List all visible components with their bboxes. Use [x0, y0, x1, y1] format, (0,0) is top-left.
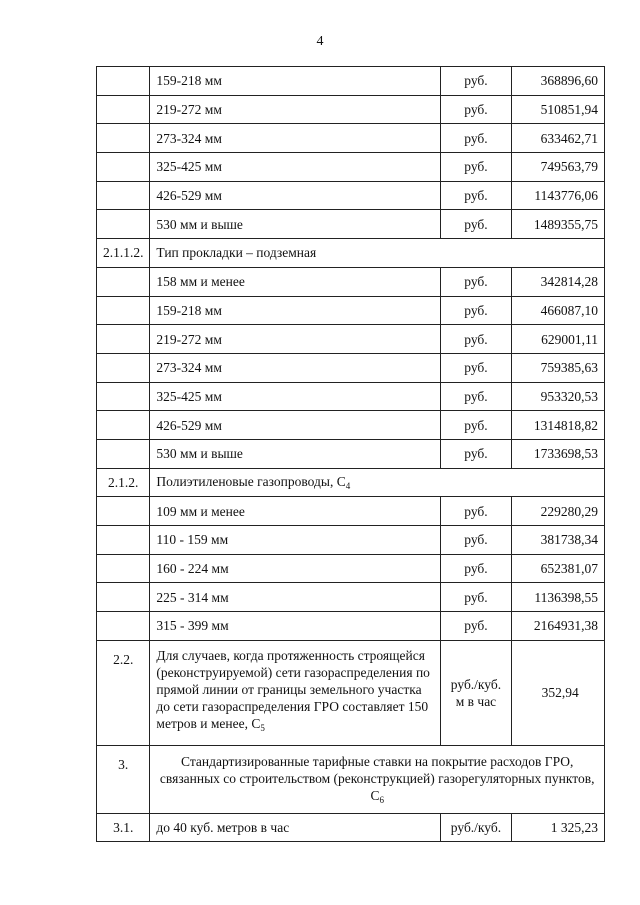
row-value: 368896,60 [512, 67, 605, 96]
row-value: 1489355,75 [512, 210, 605, 239]
row-number [97, 353, 150, 382]
row-number [97, 181, 150, 210]
row-unit: руб. [440, 210, 512, 239]
section-number: 2.1.2. [97, 468, 150, 497]
row-value: 510851,94 [512, 95, 605, 124]
table-row [97, 124, 605, 153]
row-name: 219-272 мм [150, 325, 440, 354]
table-row [97, 296, 605, 325]
row-unit: руб. [440, 353, 512, 382]
row-number [97, 153, 150, 182]
row-number [97, 124, 150, 153]
row-value: 1733698,53 [512, 439, 605, 468]
row-number [97, 95, 150, 124]
table-row [97, 181, 605, 210]
row-name: 530 мм и выше [150, 439, 440, 468]
row-unit: руб. [440, 497, 512, 526]
section-title-text: Стандартизированные тарифные ставки на покрытие расходов ГРО, связанных со строительством (реконструкцией) газорегуляторных пунктов, С [159, 753, 595, 803]
row-name: 159-218 мм [150, 296, 440, 325]
row-value: 2164931,38 [512, 612, 605, 641]
row-unit: руб. [440, 325, 512, 354]
section-title: Тип прокладки – подземная [150, 239, 605, 268]
section-title-text: Полиэтиленовые газопроводы, С [156, 473, 346, 489]
row-value: 1 325,23 [512, 813, 605, 842]
row-number [97, 67, 150, 96]
row-unit: руб. [440, 439, 512, 468]
table-row [97, 554, 605, 583]
tariff-table [96, 66, 605, 842]
row-number [97, 267, 150, 296]
row-value: 352,94 [512, 640, 605, 745]
table-row [97, 612, 605, 641]
table-row [97, 267, 605, 296]
table-row [97, 583, 605, 612]
row-number [97, 497, 150, 526]
row-unit: руб. [440, 411, 512, 440]
row-unit: руб. [440, 181, 512, 210]
row-value: 633462,71 [512, 124, 605, 153]
table-row [97, 497, 605, 526]
table-row [97, 95, 605, 124]
section-row [97, 468, 605, 497]
row-value: 1143776,06 [512, 181, 605, 210]
row-value: 629001,11 [512, 325, 605, 354]
row-value: 652381,07 [512, 554, 605, 583]
row-number [97, 439, 150, 468]
row-unit: руб./куб. [440, 813, 512, 842]
row-unit: руб. [440, 583, 512, 612]
row-name [150, 640, 440, 745]
row-number [97, 583, 150, 612]
row-value: 342814,28 [512, 267, 605, 296]
row-unit: руб. [440, 95, 512, 124]
row-name: 325-425 мм [150, 153, 440, 182]
row-value: 749563,79 [512, 153, 605, 182]
section-row [97, 745, 605, 813]
row-unit: руб. [440, 526, 512, 555]
table-row [97, 411, 605, 440]
table-row [97, 325, 605, 354]
row-name: 219-272 мм [150, 95, 440, 124]
row-value: 1136398,55 [512, 583, 605, 612]
table-row [97, 353, 605, 382]
row-number [97, 382, 150, 411]
section-number: 2.1.1.2. [97, 239, 150, 268]
row-name: 426-529 мм [150, 411, 440, 440]
row-name-text: Для случаев, когда протяженность строящейся (реконструируемой) сети газораспределения по прямой линии от границы земельного участка до сети газораспределения ГРО составляет 150 метров и менее, С [156, 647, 430, 731]
row-name: 159-218 мм [150, 67, 440, 96]
table-row [97, 439, 605, 468]
table-row [97, 813, 605, 842]
row-unit: руб./куб. м в час [440, 640, 512, 745]
row-name: 273-324 мм [150, 124, 440, 153]
row-unit: руб. [440, 382, 512, 411]
row-value: 759385,63 [512, 353, 605, 382]
table-row [97, 67, 605, 96]
row-value: 381738,34 [512, 526, 605, 555]
table-row [97, 526, 605, 555]
row-name: 225 - 314 мм [150, 583, 440, 612]
row-number [97, 554, 150, 583]
row-number [97, 526, 150, 555]
row-name: до 40 куб. метров в час [150, 813, 440, 842]
subscript: 5 [260, 722, 265, 733]
subscript: 6 [379, 794, 384, 805]
row-value: 953320,53 [512, 382, 605, 411]
table-row [97, 153, 605, 182]
row-number [97, 296, 150, 325]
row-name: 315 - 399 мм [150, 612, 440, 641]
row-unit: руб. [440, 296, 512, 325]
row-unit: руб. [440, 554, 512, 583]
row-name: 325-425 мм [150, 382, 440, 411]
row-unit: руб. [440, 612, 512, 641]
table-row [97, 210, 605, 239]
row-number [97, 612, 150, 641]
row-name: 530 мм и выше [150, 210, 440, 239]
row-value: 1314818,82 [512, 411, 605, 440]
row-unit: руб. [440, 67, 512, 96]
row-name: 273-324 мм [150, 353, 440, 382]
table-row [97, 382, 605, 411]
section-number: 3. [97, 745, 150, 813]
row-value: 229280,29 [512, 497, 605, 526]
row-number: 2.2. [97, 640, 150, 745]
row-name: 160 - 224 мм [150, 554, 440, 583]
row-number [97, 325, 150, 354]
row-unit: руб. [440, 153, 512, 182]
page-number: 4 [316, 34, 324, 49]
row-unit: руб. [440, 124, 512, 153]
section-title [150, 468, 605, 497]
section-title [150, 745, 605, 813]
row-value: 466087,10 [512, 296, 605, 325]
row-unit: руб. [440, 267, 512, 296]
row-name: 426-529 мм [150, 181, 440, 210]
row-name: 109 мм и менее [150, 497, 440, 526]
row-name: 110 - 159 мм [150, 526, 440, 555]
row-name: 158 мм и менее [150, 267, 440, 296]
table-row [97, 640, 605, 745]
subscript: 4 [345, 480, 351, 491]
row-number [97, 210, 150, 239]
row-number: 3.1. [97, 813, 150, 842]
section-row [97, 239, 605, 268]
row-number [97, 411, 150, 440]
